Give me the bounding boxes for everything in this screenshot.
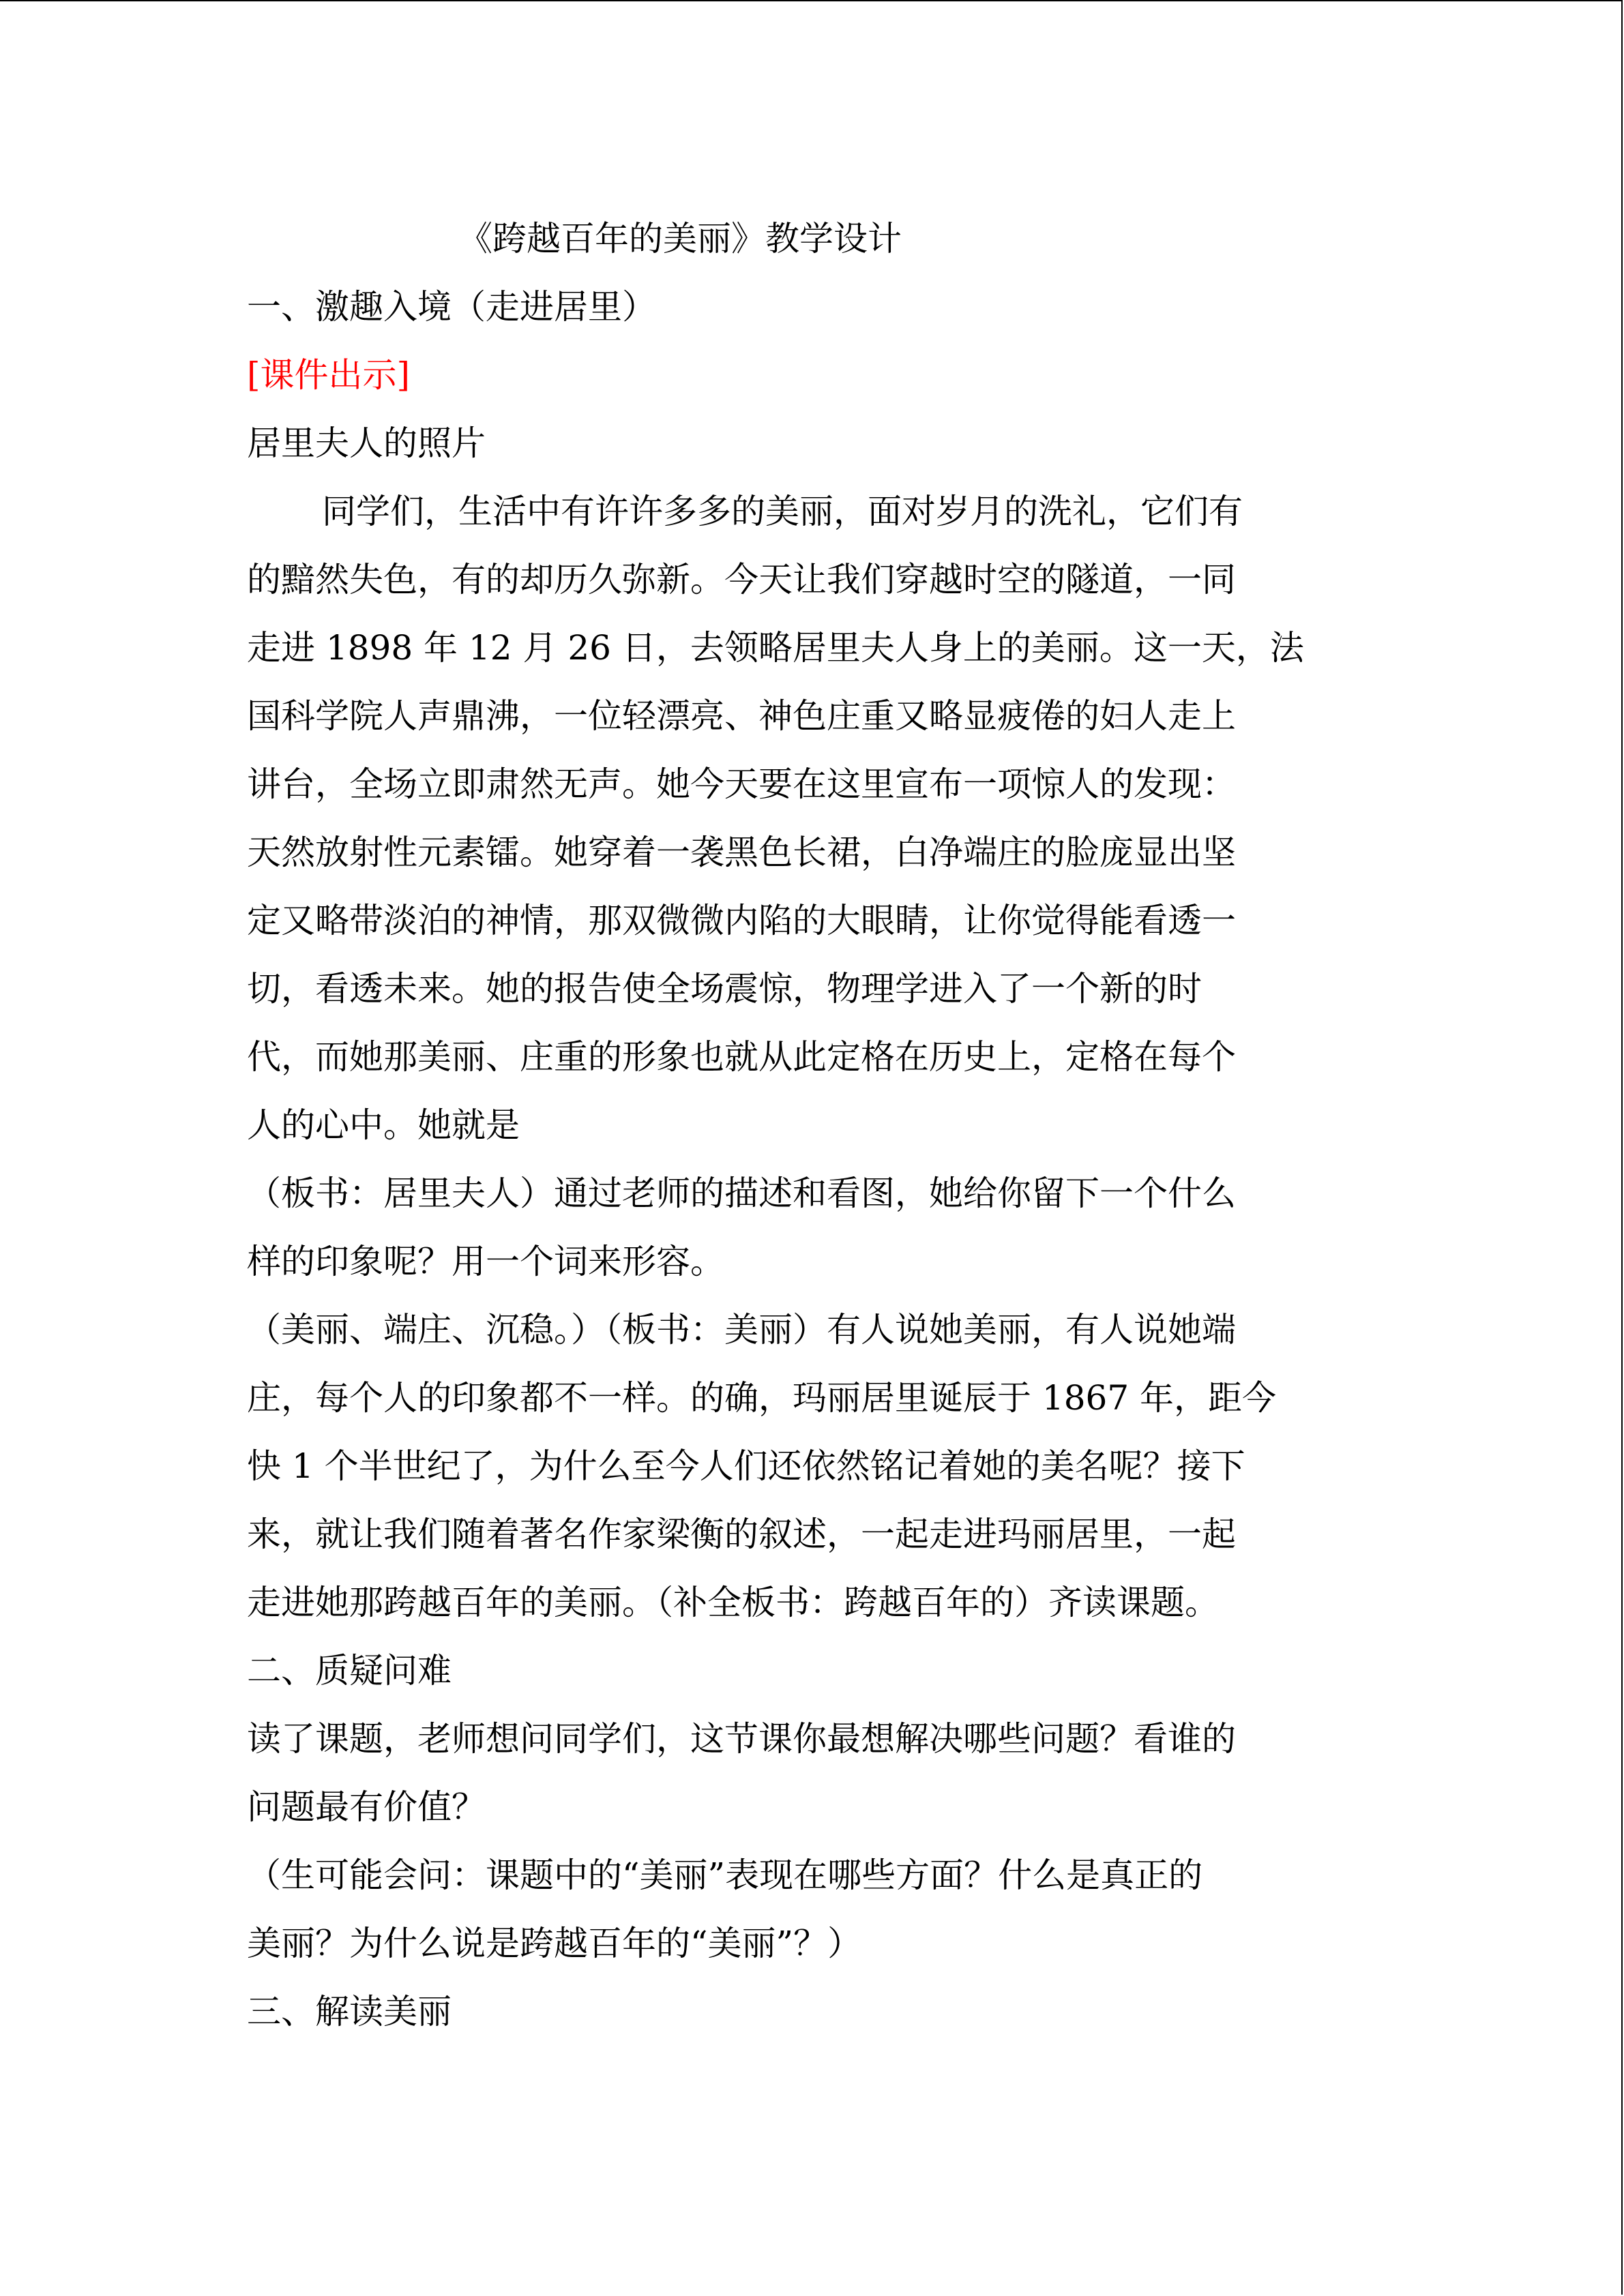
- paragraph-beauty: [247, 1296, 1379, 1637]
- paragraph-line: 样的印象呢？用一个词来形容。: [247, 1242, 724, 1281]
- paragraph-line: 读了课题，老师想问同学们，这节课你最想解决哪些问题？看谁的: [247, 1719, 1236, 1759]
- paragraph-line: 人的心中。她就是: [247, 1105, 520, 1145]
- paragraph-line: （美丽、端庄、沉稳。）（板书：美丽）有人说她美丽，有人说她端: [247, 1310, 1236, 1350]
- paragraph-line: 讲台，全场立即肃然无声。她今天要在这里宣布一项惊人的发现：: [247, 764, 1236, 804]
- paragraph-impression: [247, 1159, 1379, 1296]
- paragraph-intro: [247, 477, 1379, 1159]
- paragraph-line: （板书：居里夫人）通过老师的描述和看图，她给你留下一个什么: [247, 1174, 1236, 1213]
- paragraph-line: 天然放射性元素镭。她穿着一袭黑色长裙，白净端庄的脸庞显出坚: [247, 833, 1236, 872]
- paragraph-student-questions: [247, 1841, 1379, 1978]
- photo-caption: 居里夫人的照片: [247, 423, 486, 463]
- paragraph-line: （生可能会问：课题中的“美丽”表现在哪些方面？什么是真正的: [247, 1855, 1203, 1895]
- paragraph-line: 切，看透未来。她的报告使全场震惊，物理学进入了一个新的时: [247, 969, 1202, 1009]
- section-heading-2: 二、质疑问难: [247, 1651, 452, 1690]
- section-heading-3: 三、解读美丽: [247, 1992, 452, 2031]
- document-title: 《跨越百年的美丽》教学设计: [458, 219, 902, 258]
- paragraph-line: 走进她那跨越百年的美丽。（补全板书：跨越百年的）齐读课题。: [247, 1583, 1219, 1622]
- paragraph-line: 国科学院人声鼎沸，一位轻漂亮、神色庄重又略显疲倦的妇人走上: [247, 696, 1236, 736]
- paragraph-line: 庄，每个人的印象都不一样。的确，玛丽居里诞辰于 1867 年，距今: [247, 1378, 1277, 1418]
- paragraph-line: 快 1 个半世纪了，为什么至今人们还依然铭记着她的美名呢？接下: [247, 1446, 1245, 1486]
- paragraph-line: 同学们，生活中有许许多多的美丽，面对岁月的洗礼，它们有: [322, 492, 1243, 531]
- paragraph-line: 的黯然失色，有的却历久弥新。今天让我们穿越时空的隧道，一同: [247, 560, 1236, 599]
- document-body: [247, 205, 1379, 2046]
- paragraph-question: [247, 1705, 1379, 1841]
- paragraph-line: 问题最有价值？: [247, 1787, 486, 1827]
- section-heading-1: 一、激趣入境（走进居里）: [247, 287, 656, 327]
- paragraph-line: 美丽？为什么说是跨越百年的“美丽”？）: [247, 1924, 862, 1963]
- paragraph-line: 走进 1898 年 12 月 26 日，去领略居里夫人身上的美丽。这一天，法: [247, 628, 1304, 668]
- courseware-label: [课件出示]: [247, 355, 411, 395]
- paragraph-line: 定又略带淡泊的神情，那双微微内陷的大眼睛，让你觉得能看透一: [247, 901, 1236, 940]
- paragraph-line: 代，而她那美丽、庄重的形象也就从此定格在历史上，定格在每个: [247, 1037, 1236, 1077]
- paragraph-line: 来，就让我们随着著名作家梁衡的叙述，一起走进玛丽居里，一起: [247, 1515, 1236, 1554]
